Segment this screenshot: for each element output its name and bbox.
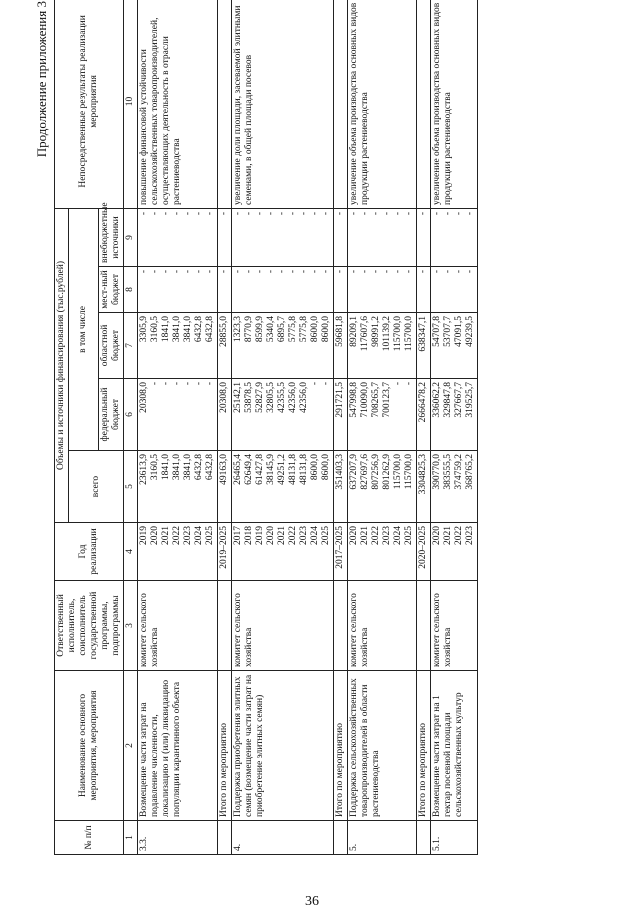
row-regional: 89209,1 117607,6 98991,2 101139,2 115700,0 115700,0: [348, 313, 417, 379]
row-federal: 547998,8 710090,0 708265,7 700123,7 - -: [348, 379, 417, 451]
row-extra: -: [218, 208, 232, 266]
row-extra: -: [417, 208, 431, 266]
row-regional: 54707,8 53707,7 47091,5 49239,5: [431, 313, 478, 379]
row-no: 5.: [348, 821, 417, 855]
row-total: 26465,4 62649,4 61427,8 38145,9 49251,2 48131,8 48131,8 8600,0 8600,0: [232, 451, 334, 523]
row-name: Возмещение части затрат на подавление численности, локализацию и (или) ликвидацию популяции карантинного объекта: [138, 671, 218, 821]
financing-table: [54, 0, 478, 855]
row-federal: 291721,5: [334, 379, 348, 451]
row-extra: - - - - - - - - -: [232, 208, 334, 266]
header-federal: федеральный бюджет: [99, 379, 124, 451]
row-total: 3304825,3: [417, 451, 431, 523]
row-local: - - - - - -: [348, 267, 417, 313]
row-regional: 59681,8: [334, 313, 348, 379]
row-name: Поддержка приобретения элитных семян (возмещение части затрат на приобретение элитных семян): [232, 671, 334, 821]
row-regional: 1323,3 8770,9 8599,9 5340,4 6895,7 5775,8 5775,8 8600,0 8600,0: [232, 313, 334, 379]
header-local: мест-ный бюджет: [99, 267, 124, 313]
header-results: Непосредственные результаты реализации мероприятия: [55, 0, 124, 208]
row-executor: комитет сельского хозяйства: [232, 581, 334, 671]
row-total: 637207,9 827697,6 807256,9 801262,9 115700,0 115700,0: [348, 451, 417, 523]
row-years: 2019 2020 2021 2022 2023 2024 2025: [138, 523, 218, 581]
row-name: Поддержка сельскохозяйственных товаропроизводителей в области растениеводства: [348, 671, 417, 821]
continuation-label: Продолжение приложения 3: [34, 1, 49, 158]
col-number: 8: [124, 267, 138, 313]
table-row: [348, 0, 417, 855]
col-number: 3: [124, 581, 138, 671]
row-regional: 3305,9 3160,5 1841,0 3841,0 3841,0 6432,8 6432,8: [138, 313, 218, 379]
row-local: -: [417, 267, 431, 313]
row-local: - - - - - - - - -: [232, 267, 334, 313]
row-federal: 336062,2 329847,8 327667,7 319525,7: [431, 379, 478, 451]
row-local: -: [334, 267, 348, 313]
row-regional: 638347,1: [417, 313, 431, 379]
table-row: [138, 0, 218, 855]
row-local: - - - -: [431, 267, 478, 313]
row-total: 49163,0: [218, 451, 232, 523]
row-result: повышение финансовой устойчивости сельскохозяйственных товаропроизводителей, осуществляющих деятельность в отрасли растениеводства: [138, 0, 218, 208]
row-years: 2020 2021 2022 2023: [431, 523, 478, 581]
row-federal: 20308,0: [218, 379, 232, 451]
page-number: 36: [305, 894, 319, 909]
row-extra: -: [334, 208, 348, 266]
table-row-total: [417, 0, 431, 855]
col-number: 10: [124, 0, 138, 208]
header-executor: Ответственный исполнитель, соисполнитель государственной программы, подпрограммы: [55, 581, 124, 671]
row-no: 5.1.: [431, 821, 478, 855]
col-number: 7: [124, 313, 138, 379]
header-total: всего: [69, 451, 124, 523]
table-row-total: [334, 0, 348, 855]
col-number: 5: [124, 451, 138, 523]
header-no: № п/п: [55, 821, 124, 855]
row-total: 390770,0 383555,5 374759,2 368765,2: [431, 451, 478, 523]
col-number: 9: [124, 208, 138, 266]
row-result: увеличение доли площади, засеваемой элитными семенами, в общей площади посевов: [232, 0, 334, 208]
header-extra: внебюджетные источники: [99, 208, 124, 266]
row-result: увеличение объема производства основных видов продукции растениеводства: [431, 0, 478, 208]
row-result: увеличение объема производства основных видов продукции растениеводства: [348, 0, 417, 208]
row-local: - - - - - - -: [138, 267, 218, 313]
table-row: [232, 0, 334, 855]
row-no: 3.3.: [138, 821, 218, 855]
row-years: 2020–2025: [417, 523, 431, 581]
header-incl: в том числе: [69, 208, 99, 450]
table-row-total: [218, 0, 232, 855]
row-federal: 25142,1 53878,5 52827,9 32805,5 42355,5 42356,0 42356,0 - -: [232, 379, 334, 451]
row-no: 4.: [232, 821, 334, 855]
row-years: 2019–2025: [218, 523, 232, 581]
header-volumes: Объемы и источники финансирования (тыс.рублей): [55, 208, 69, 522]
row-local: -: [218, 267, 232, 313]
rotated-page-content: [32, 0, 622, 855]
row-name: Итого по мероприятию: [417, 671, 431, 821]
col-number: 2: [124, 671, 138, 821]
row-regional: 28855,0: [218, 313, 232, 379]
row-federal: 20308,0 - - - - - -: [138, 379, 218, 451]
header-year: Год реализации: [55, 523, 124, 581]
col-number: 1: [124, 821, 138, 855]
row-name: Итого по мероприятию: [334, 671, 348, 821]
row-executor: комитет сельского хозяйства: [431, 581, 478, 671]
col-number: 6: [124, 379, 138, 451]
row-years: 2017–2025: [334, 523, 348, 581]
row-extra: - - - -: [431, 208, 478, 266]
row-executor: комитет сельского хозяйства: [348, 581, 417, 671]
header-name: Наименование основного мероприятия, мероприятия: [55, 671, 124, 821]
row-executor: комитет сельского хозяйства: [138, 581, 218, 671]
row-name: Возмещение части затрат на 1 гектар посевной площади сельскохозяйственных культур: [431, 671, 478, 821]
row-federal: 2666478,2: [417, 379, 431, 451]
row-total: 351403,3: [334, 451, 348, 523]
row-years: 2020 2021 2022 2023 2024 2025: [348, 523, 417, 581]
row-extra: - - - - - - -: [138, 208, 218, 266]
row-name: Итого по мероприятию: [218, 671, 232, 821]
col-number: 4: [124, 523, 138, 581]
row-years: 2017 2018 2019 2020 2021 2022 2023 2024 2025: [232, 523, 334, 581]
row-total: 23613,9 3160,5 1841,0 3841,0 3841,0 6432,8 6432,8: [138, 451, 218, 523]
table-row: [431, 0, 478, 855]
row-extra: - - - - - -: [348, 208, 417, 266]
header-regional: областной бюджет: [99, 313, 124, 379]
